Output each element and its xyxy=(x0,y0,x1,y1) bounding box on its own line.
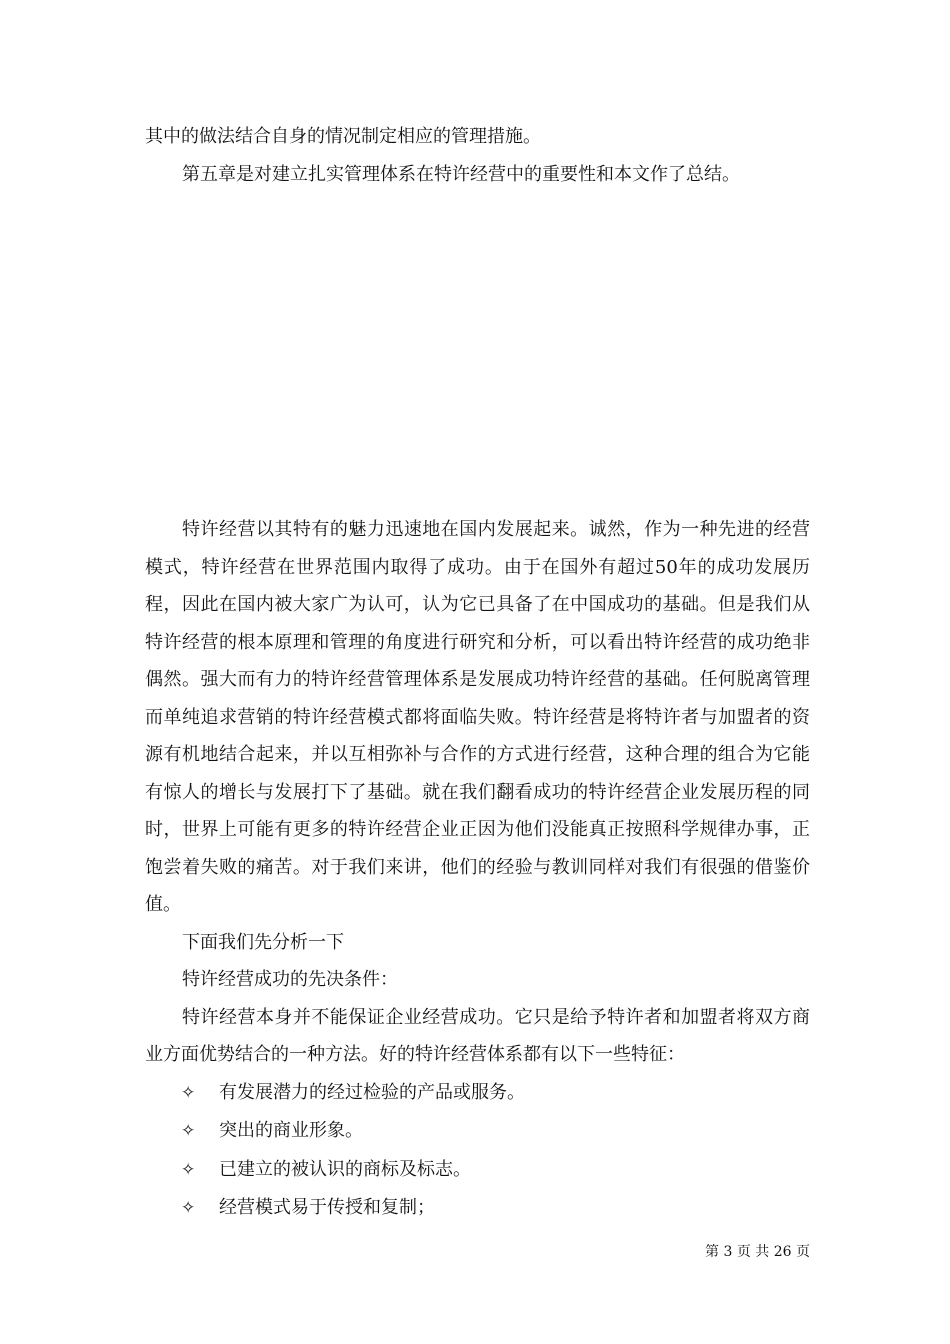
top-text-section xyxy=(145,118,810,193)
list-item xyxy=(145,1151,810,1190)
feature-bullet-list xyxy=(145,1074,810,1228)
list-item xyxy=(145,1112,810,1151)
sparkle-bullet-icon: ✧ xyxy=(181,1121,196,1141)
bullet-text: 已建立的被认识的商标及标志。 xyxy=(219,1158,471,1180)
sparkle-bullet-icon: ✧ xyxy=(181,1198,196,1218)
sparkle-bullet-icon: ✧ xyxy=(181,1082,196,1103)
paragraph-main-3: 特许经营成功的先决条件： xyxy=(182,969,398,990)
bullet-text: 有发展潜力的经过检验的产品或服务。 xyxy=(219,1081,525,1103)
main-text-section xyxy=(145,511,810,1228)
bullet-text: 突出的商业形象。 xyxy=(219,1120,363,1141)
page-number-footer: 第 3 页 共 26 页 xyxy=(705,1244,810,1260)
paragraph-main-4: 特许经营本身并不能保证企业经营成功。它只是给予特许者和加盟者将双方商业方面优势结合的一种方法。好的特许经营体系都有以下一些特征： xyxy=(145,1006,810,1065)
list-item xyxy=(145,1074,810,1113)
paragraph-main-1: 特许经营以其特有的魅力迅速地在国内发展起来。诚然，作为一种先进的经营模式，特许经营在世界范围内取得了成功。由于在国外有超过50年的成功发展历程，因此在国内被大家广为认可，认为它已具备了在中国成功的基础。但是我们从特许经营的根本原理和管理的角度进行研究和分析，可以看出特许经营的成功绝非偶然。强大而有力的特许经营管理体系是发展成功特许经营的基础。任何脱离管理而单纯追求营销的特许经营模式都将面临失败。特许经营是将特许者与加盟者的资源有机地结合起来，并以互相弥补与合作的方式进行经营，这种合理的组合为它能有惊人的增长与发展打下了基础。就在我们翻看成功的特许经营企业发展历程的同时，世界上可能有更多的特许经营企业正因为他们没能真正按照科学规律办事，正饱尝着失败的痛苦。对于我们来讲，他们的经验与教训同样对我们有很强的借鉴价值。 xyxy=(145,519,810,915)
sparkle-bullet-icon: ✧ xyxy=(181,1159,196,1180)
list-item xyxy=(145,1189,810,1228)
paragraph-main-2: 下面我们先分析一下 xyxy=(182,931,344,953)
bullet-text: 经营模式易于传授和复制； xyxy=(219,1197,435,1218)
paragraph-top-1: 其中的做法结合自身的情况制定相应的管理措施。 xyxy=(145,126,541,147)
paragraph-top-2: 第五章是对建立扎实管理体系在特许经营中的重要性和本文作了总结。 xyxy=(182,163,740,185)
